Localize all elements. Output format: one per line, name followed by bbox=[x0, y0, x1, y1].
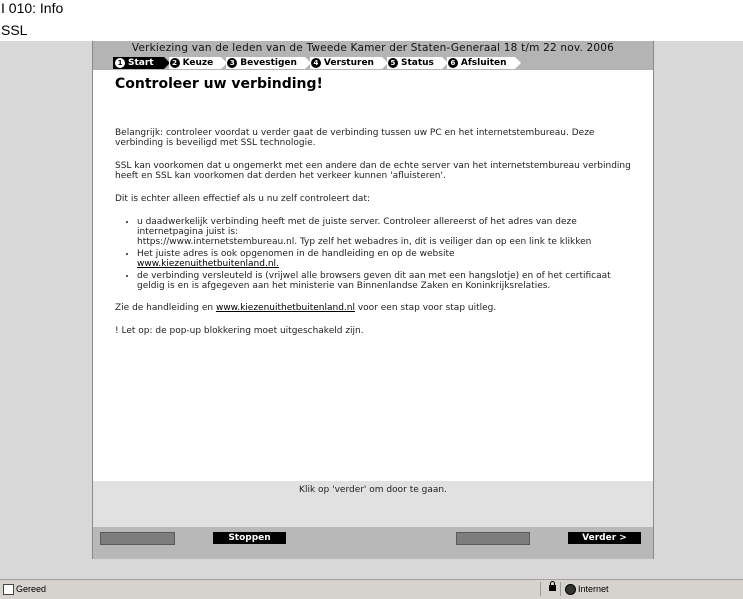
manual-text-post: voor een stap voor stap uitleg. bbox=[354, 303, 497, 313]
status-separator bbox=[540, 582, 541, 596]
button-bar bbox=[93, 527, 653, 559]
header-banner bbox=[93, 41, 653, 70]
election-title: Verkiezing van de leden van de Tweede Kamer der Staten-Generaal 18 t/m 22 nov. 2006 bbox=[131, 42, 615, 54]
paragraph-ssl: SSL kan voorkomen dat u ongemerkt met een andere dan de echte server van het internetstembureau verbinding heeft en SSL kan voorkomen dat derden het verkeer kunnen 'afluisteren'. bbox=[115, 161, 631, 181]
manual-link[interactable]: www.kiezenuithetbuitenland.nl bbox=[215, 303, 355, 313]
document-code-label: I 010: Info bbox=[1, 0, 64, 16]
step-label: Keuze bbox=[182, 57, 214, 68]
bullet-server-text: u daadwerkelijk verbinding heeft met de juiste server. Controleer allereerst of het adres van deze internetpagina juist is: bbox=[137, 217, 577, 237]
step-number: 6 bbox=[448, 58, 458, 68]
step-bevestigen bbox=[226, 57, 305, 69]
info-text bbox=[115, 128, 635, 349]
stop-button[interactable]: Stoppen bbox=[213, 532, 286, 544]
step-label: Afsluiten bbox=[460, 57, 507, 68]
step-keuze bbox=[169, 57, 222, 69]
bullet-server-url: https://www.internetstembureau.nl. Typ zelf het webadres in, dit is veiliger dan op een link te klikken bbox=[137, 237, 592, 247]
step-number: 1 bbox=[115, 58, 125, 68]
voting-app-frame bbox=[92, 41, 654, 559]
step-label: Status bbox=[400, 57, 434, 68]
page-title: Controleer uw verbinding! bbox=[115, 76, 323, 92]
step-status bbox=[387, 57, 442, 69]
security-zone-text: Internet bbox=[578, 584, 609, 594]
footer-instruction-area bbox=[93, 481, 653, 527]
step-number: 5 bbox=[388, 58, 398, 68]
kiezen-link[interactable]: www.kiezenuithetbuitenland.nl. bbox=[137, 259, 279, 269]
step-number: 4 bbox=[311, 58, 321, 68]
list-item bbox=[137, 271, 635, 291]
document-topic-label: SSL bbox=[1, 22, 28, 38]
disabled-left-button bbox=[100, 532, 175, 545]
paragraph-effective: Dit is echter alleen effectief als u nu zelf controleert dat: bbox=[115, 194, 371, 204]
list-item bbox=[137, 249, 635, 269]
paragraph-popup-warning: ! Let op: de pop-up blokkering moet uitgeschakeld zijn. bbox=[115, 326, 364, 336]
main-content bbox=[93, 70, 653, 481]
status-text: Gereed bbox=[16, 584, 47, 594]
step-label: Start bbox=[128, 57, 154, 68]
globe-icon bbox=[565, 584, 576, 595]
list-item bbox=[137, 217, 635, 247]
continue-instruction: Klik op 'verder' om door te gaan. bbox=[299, 485, 447, 495]
bullet-encryption-text: de verbinding versleuteld is (vrijwel alle browsers geven dit aan met een hangslotje) en of het certificaat geldig is en is afgegeven aan het ministerie van Binnenlandse Zaken en Koninkrijksrelaties. bbox=[137, 271, 611, 291]
manual-text-pre: Zie de handleiding en bbox=[115, 303, 216, 313]
status-separator bbox=[560, 582, 561, 596]
step-versturen bbox=[310, 57, 382, 69]
bullet-address-text: Het juiste adres is ook opgenomen in de handleiding en op de website bbox=[137, 249, 455, 259]
step-label: Versturen bbox=[323, 57, 374, 68]
check-list bbox=[115, 217, 635, 291]
step-number: 3 bbox=[227, 58, 237, 68]
step-start bbox=[113, 57, 164, 69]
step-afsluiten bbox=[447, 57, 515, 69]
page-done-icon bbox=[3, 584, 14, 595]
browser-status-bar bbox=[0, 579, 743, 599]
disabled-right-button bbox=[456, 532, 530, 545]
step-number: 2 bbox=[170, 58, 180, 68]
step-indicator bbox=[113, 56, 520, 69]
step-label: Bevestigen bbox=[240, 57, 297, 68]
paragraph-important: Belangrijk: controleer voordat u verder gaat de verbinding tussen uw PC en het internetstembureau. Deze verbinding is beveiligd met SSL technologie. bbox=[115, 128, 595, 148]
lock-icon[interactable] bbox=[549, 585, 556, 591]
paragraph-manual bbox=[115, 303, 635, 313]
next-button[interactable]: Verder > bbox=[568, 532, 641, 544]
